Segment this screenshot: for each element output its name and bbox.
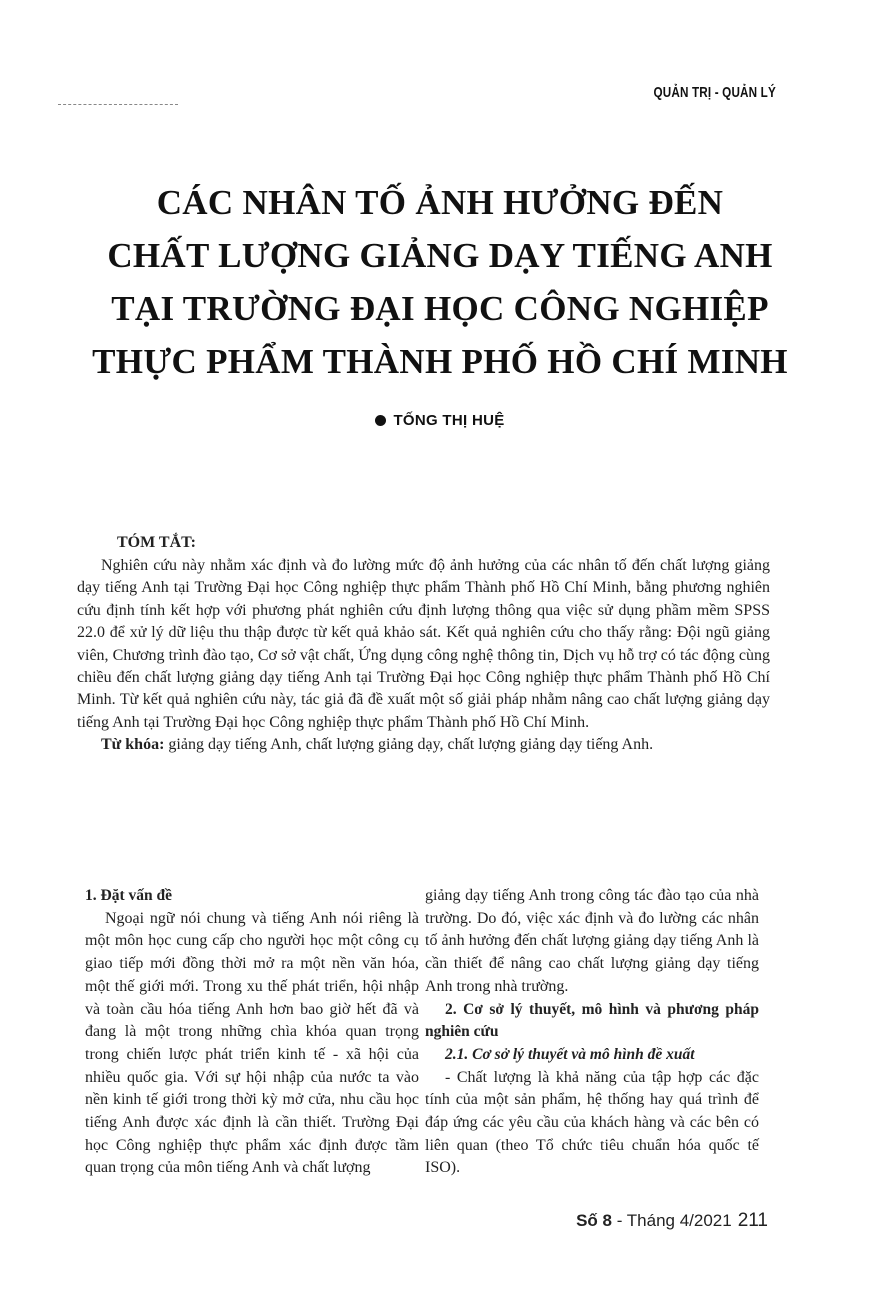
title-line: TẠI TRƯỜNG ĐẠI HỌC CÔNG NGHIỆP (111, 289, 769, 328)
title-line: CÁC NHÂN TỐ ẢNH HƯỞNG ĐẾN (156, 183, 724, 222)
author-byline (0, 412, 880, 429)
subsection-heading: 2.1. Cơ sở lý thuyết và mô hình đề xuất (445, 1045, 695, 1063)
abstract-heading: TÓM TẮT: (117, 534, 196, 551)
section-heading-1: 1. Đặt vấn đề (85, 887, 172, 904)
title-line: THỰC PHẨM THÀNH PHỐ HỒ CHÍ MINH (92, 342, 788, 381)
keywords (77, 734, 770, 756)
title-line: CHẤT LƯỢNG GIẢNG DẠY TIẾNG ANH (107, 236, 773, 275)
header-rule (58, 104, 178, 105)
section-label: QUẢN TRỊ - QUẢN LÝ (653, 84, 776, 101)
keywords-text: giảng dạy tiếng Anh, chất lượng giảng dạy, chất lượng giảng dạy tiếng Anh. (168, 736, 654, 754)
author-name: TỐNG THỊ HUỆ (393, 412, 505, 429)
body-paragraph-continuation: giảng dạy tiếng Anh trong công tác đào tạo của nhà trường. Do đó, việc xác định và đo lường các nhân tố ảnh hưởng đến chất lượng giảng dạy tiếng Anh là cần thiết để nâng cao chất lượng giảng dạy tiếng Anh trong nhà trường. (425, 887, 759, 995)
abstract-block (77, 532, 770, 757)
body-paragraph: Ngoại ngữ nói chung và tiếng Anh nói riêng là một môn học cung cấp cho người học một công cụ giao tiếp mới đồng thời mở ra một nền văn hóa, một thế giới mới. Trong xu thế phát triển, hội nhập và toàn cầu hóa tiếng Anh hơn bao giờ hết đã và đang là một trong những chìa khóa quan trọng trong chiến lược phát triển kinh tế - xã hội của nhiều quốc gia. Với sự hội nhập của nước ta vào nền kinh tế giới trong thời kỳ mở cửa, nhu cầu học tiếng Anh được xác định là cần thiết. Trường Đại học Công nghiệp thực phẩm xác định được tầm quan trọng của môn tiếng Anh và chất lượng (85, 909, 419, 1177)
footer-separator: - (611, 1211, 627, 1230)
issue-date: Tháng 4/2021 (626, 1211, 732, 1230)
abstract-body: Nghiên cứu này nhằm xác định và đo lường mức độ ảnh hưởng của các nhân tố đến chất lượng giảng dạy tiếng Anh tại Trường Đại học Công nghiệp thực phẩm Thành phố Hồ Chí Minh, bằng phương nghiên cứu định tính kết hợp với phương phát nghiên cứu định lượng thông qua việc sử dụng phầm mềm SPSS 22.0 để xử lý dữ liệu thu thập được từ kết quả khảo sát. Kết quả nghiên cứu cho thấy rằng: Đội ngũ giảng viên, Chương trình đào tạo, Cơ sở vật chất, Ứng dụng công nghệ thông tin, Dịch vụ hỗ trợ có tác động cùng chiều đến chất lượng giảng dạy tiếng Anh tại Trường Đại học Công nghiệp thực phẩm Thành phố Hồ Chí Minh. Từ kết quả nghiên cứu này, tác giả đã đề xuất một số giải pháp nhằm nâng cao chất lượng giảng dạy tiếng Anh tại Trường Đại học Công nghiệp thực phẩm Thành phố Hồ Chí Minh. (77, 557, 770, 731)
issue-number: Số 8 (576, 1211, 612, 1230)
page-footer (576, 1210, 768, 1232)
article-title (40, 176, 840, 388)
page-number: 211 (737, 1210, 768, 1231)
left-column (85, 885, 419, 1180)
section-heading-2: 2. Cơ sở lý thuyết, mô hình và phương pháp nghiên cứu (425, 1000, 759, 1041)
body-paragraph: - Chất lượng là khả năng của tập hợp các đặc tính của một sản phẩm, hệ thống hay quá trình để đáp ứng các yêu cầu của khách hàng và các bên có liên quan (theo Tổ chức tiêu chuẩn hóa quốc tế ISO). (425, 1068, 759, 1177)
bullet-icon (375, 415, 386, 426)
right-column (425, 885, 759, 1180)
keywords-label: Từ khóa: (101, 736, 165, 754)
